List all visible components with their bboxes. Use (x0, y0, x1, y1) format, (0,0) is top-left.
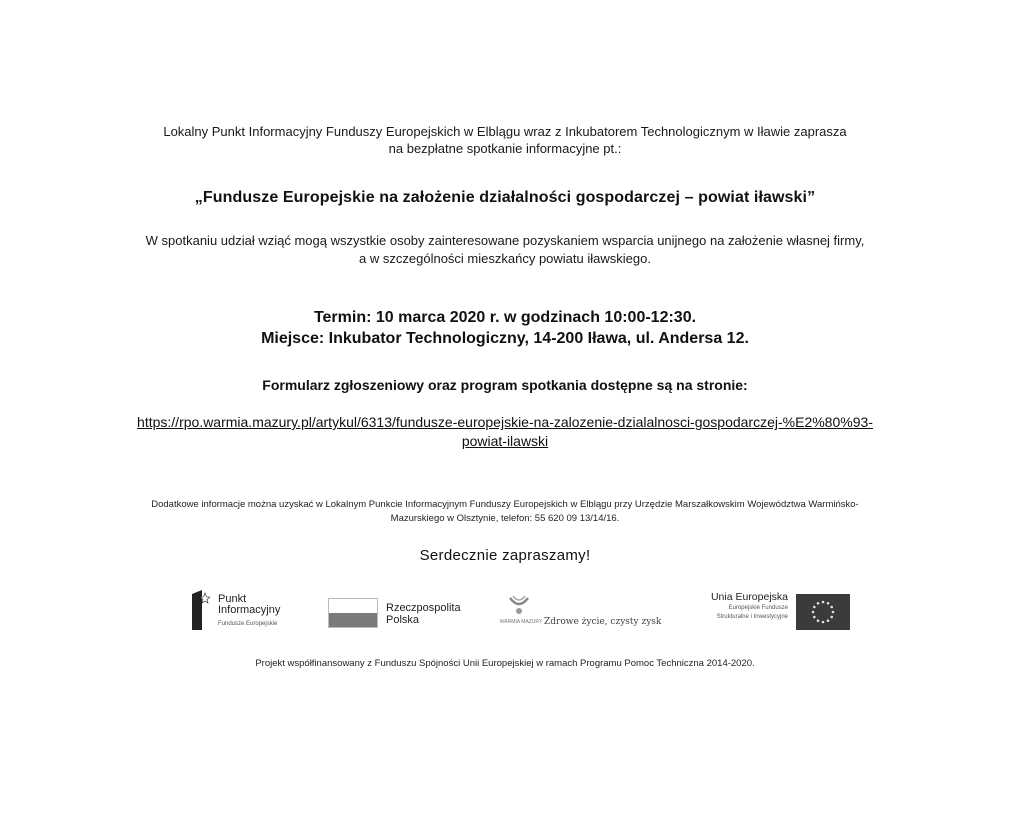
intro-line-1: Lokalny Punkt Informacyjny Funduszy Europejskich w Elblągu wraz z Inkubatorem Technologicznym w Iławie zaprasza (163, 124, 847, 139)
warmia-mazury-small-text: WARMIA MAZURY (499, 619, 543, 625)
unia-europejska-text (711, 592, 788, 621)
event-place: Miejsce: Inkubator Technologiczny, 14-200 Iława, ul. Andersa 12. (261, 330, 749, 347)
audience-line-1: W spotkaniu udział wziąć mogą wszystkie osoby zainteresowane pozyskaniem wsparcia unijnego na założenie własnej firmy, (145, 233, 865, 248)
eu-strukturalne-sub: Strukturalne i Inwestycyjne (716, 614, 788, 620)
unia-europejska-logo (690, 588, 850, 638)
closing-text: Serdecznie zapraszamy! (419, 547, 591, 564)
rzeczpospolita-line: Rzeczpospolita (386, 602, 461, 614)
audience-line-2: a w szczególności mieszkańcy powiatu iławskiego. (359, 251, 651, 266)
eu-flag-icon (796, 594, 850, 630)
punkt-informacyjny-logo (188, 588, 318, 638)
rzeczpospolita-polska-logo (328, 588, 488, 638)
informacyjny-line: Informacyjny (218, 604, 281, 616)
rzeczpospolita-polska-text (386, 602, 461, 626)
fundusze-europejskie-sub: Fundusze Europejskie (218, 621, 278, 627)
warmia-mazury-logo (494, 588, 674, 638)
registration-link-continued[interactable]: powiat-ilawski (461, 433, 549, 449)
punkt-informacyjny-text (218, 594, 280, 630)
star-flag-icon (188, 590, 210, 630)
punkt-line: Punkt (218, 593, 247, 605)
event-title: „Fundusze Europejskie na założenie działalności gospodarczej – powiat iławski” (194, 189, 816, 206)
contact-line-1: Dodatkowe informacje można uzyskać w Lokalnym Punkcie Informacyjnym Funduszy Europejskich w Elblągu przy Urzędzie Marszałkowskim Województwa Warmińsko- (151, 499, 859, 510)
warmia-mazury-emblem-icon (504, 594, 534, 616)
warmia-mazury-slogan: Zdrowe życie, czysty zysk (544, 617, 662, 627)
polska-line: Polska (386, 614, 420, 626)
intro-line-2: na bezpłatne spotkanie informacyjne pt.: (388, 141, 622, 156)
contact-line-2: Mazurskiego w Olsztynie, telefon: 55 620 09 13/14/16. (390, 513, 620, 524)
registration-link[interactable]: https://rpo.warmia.mazury.pl/artykul/6313/fundusze-europejskie-na-zalozenie-dzialalnosci-gospodarczej-%E2%80%93- (137, 414, 873, 430)
unia-europejska-line: Unia Europejska (710, 591, 788, 603)
logo-bar (0, 588, 1010, 638)
registration-link-line-2-wrap (0, 433, 1010, 451)
registration-link-line-1-wrap (0, 414, 1010, 432)
polish-flag-icon (328, 598, 378, 628)
registration-note: Formularz zgłoszeniowy oraz program spotkania dostępne są na stronie: (262, 377, 748, 393)
eu-fundusze-sub: Europejskie Fundusze (728, 605, 788, 611)
footer-cofinancing-note: Projekt współfinansowany z Funduszu Spójności Unii Europejskiej w ramach Programu Pomoc Techniczna 2014-2020. (255, 658, 755, 669)
event-date: Termin: 10 marca 2020 r. w godzinach 10:00-12:30. (313, 309, 697, 326)
